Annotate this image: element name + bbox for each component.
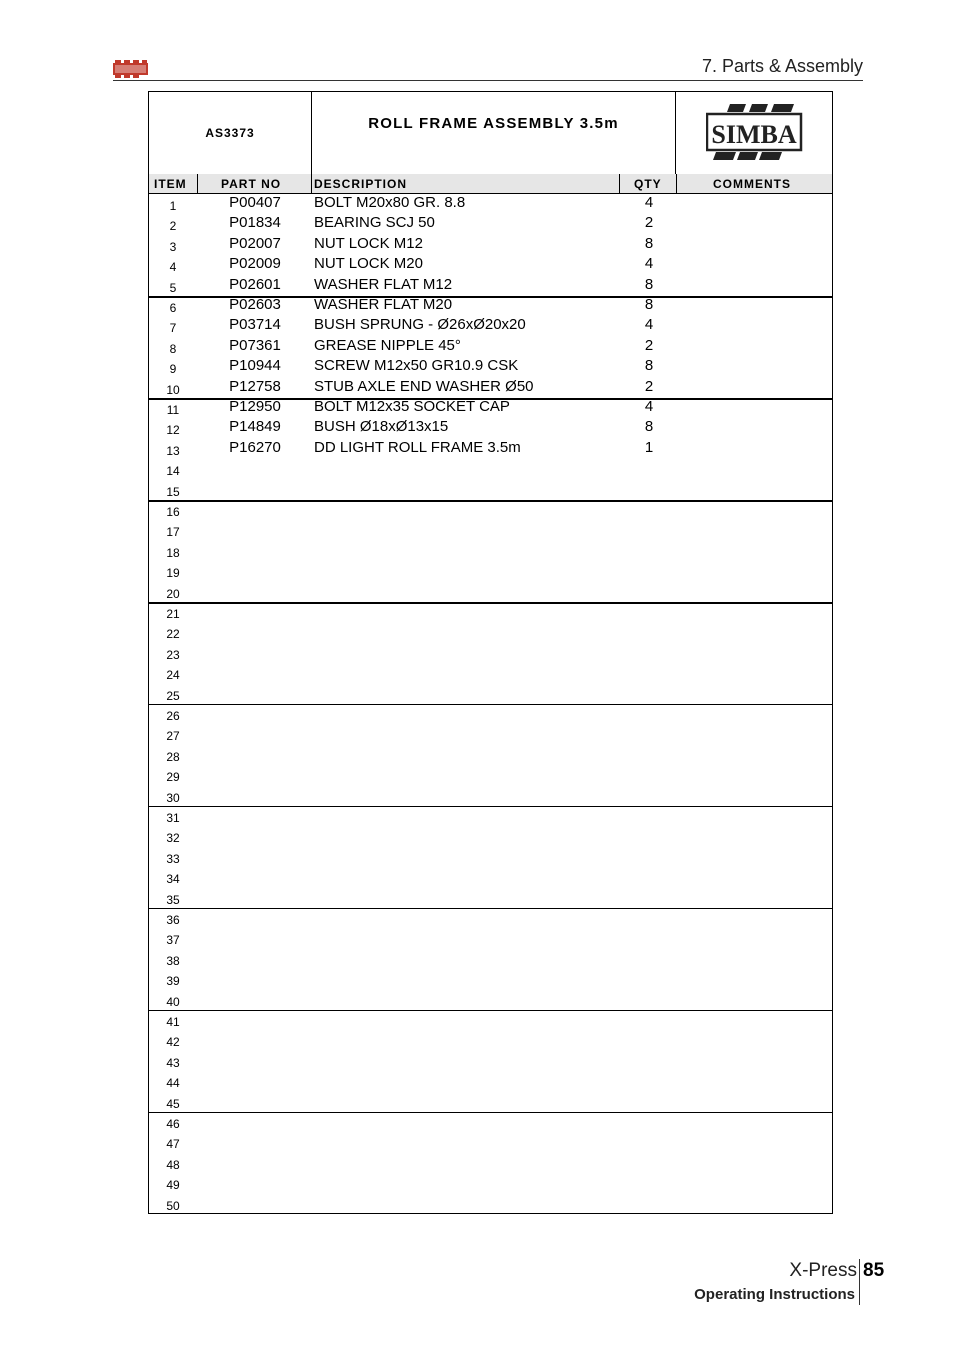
column-header-part-no: PART NO [221,177,282,191]
part-quantity: 4 [644,194,654,211]
table-row [149,969,832,989]
item-number: 38 [166,953,180,968]
part-description: GREASE NIPPLE 45° [314,336,461,354]
simba-brand-logo [677,92,832,174]
table-row [149,888,832,908]
item-number: 28 [166,749,180,764]
part-number: P02601 [229,275,281,293]
item-number: 24 [166,668,180,683]
table-row [149,1071,832,1091]
item-number: 23 [166,647,180,662]
table-row [149,337,832,357]
footer-product: X-Press [789,1260,857,1281]
table-row [149,602,832,622]
table-row [149,582,832,602]
item-number: 35 [166,892,180,907]
item-number: 20 [166,586,180,601]
table-row [149,643,832,663]
part-quantity: 1 [644,438,654,456]
part-description: BOLT M12x35 SOCKET CAP [314,398,510,415]
item-number: 30 [166,790,180,805]
table-row [149,765,832,785]
item-number: 29 [166,770,180,785]
part-quantity: 2 [644,377,654,395]
item-number: 18 [166,545,180,560]
part-description: BUSH Ø18xØ13x15 [314,418,449,436]
table-row [149,745,832,765]
part-quantity: 8 [644,357,654,375]
logo-text: SIMBA [710,120,797,149]
item-number: 42 [166,1035,180,1050]
item-number: 9 [169,362,177,377]
part-number: P00407 [229,194,281,211]
section-title: 7. Parts & Assembly [701,56,863,76]
table-row [149,1132,832,1152]
assembly-code: AS3373 [149,92,312,174]
item-number: 6 [169,301,177,315]
part-description: BOLT M20x80 GR. 8.8 [314,194,466,211]
part-number: P12758 [229,377,281,395]
table-row [149,520,832,540]
part-description: SCREW M12x50 GR10.9 CSK [314,357,519,375]
item-number: 10 [166,382,180,397]
table-row [149,908,832,928]
table-row [149,418,832,438]
table-row [149,235,832,255]
part-number: P02009 [229,255,281,273]
column-header-comments: COMMENTS [713,177,791,191]
item-number: 36 [166,913,180,927]
part-number: P07361 [229,336,281,354]
table-row [149,255,832,275]
table-row [149,1092,832,1112]
part-description: STUB AXLE END WASHER Ø50 [314,377,534,395]
item-number: 46 [166,1117,180,1131]
item-number: 4 [169,260,177,275]
part-number: P10944 [229,357,281,375]
table-row [149,214,832,234]
item-number: 7 [169,321,177,336]
footer-divider [859,1259,860,1305]
table-row [149,500,832,520]
item-number: 49 [166,1178,180,1193]
column-divider [311,174,312,193]
parts-list-sheet [148,91,833,1214]
part-quantity: 8 [644,234,654,252]
part-description: DD LIGHT ROLL FRAME 3.5m [314,438,521,456]
table-row [149,867,832,887]
page-number: 85 [863,1260,885,1281]
part-description: NUT LOCK M12 [314,234,423,252]
item-number: 33 [166,851,180,866]
simba-header-logo [113,60,148,78]
table-row [149,724,832,744]
item-number: 27 [166,729,180,744]
part-description: BUSH SPRUNG - Ø26xØ20x20 [314,316,526,334]
item-number: 25 [166,688,180,703]
table-row [149,622,832,642]
item-number: 21 [166,607,180,621]
part-number: P02603 [229,296,281,313]
table-row [149,663,832,683]
table-row [149,826,832,846]
table-row [149,1153,832,1173]
item-number: 39 [166,974,180,989]
table-row [149,704,832,724]
footer-subtitle: Operating Instructions [694,1286,855,1303]
part-description: BEARING SCJ 50 [314,214,435,232]
table-row [149,786,832,806]
column-header-item: ITEM [154,177,187,191]
part-description: WASHER FLAT M12 [314,275,453,293]
simba-logo-icon [113,60,148,78]
column-divider [619,174,620,193]
item-number: 2 [169,219,177,234]
simba-logo-icon [706,102,804,164]
item-number: 32 [166,831,180,846]
item-number: 48 [166,1157,180,1172]
table-row [149,194,832,214]
item-number: 3 [169,239,177,254]
item-number: 44 [166,1076,180,1091]
item-number: 40 [166,994,180,1009]
part-description: NUT LOCK M20 [314,255,423,273]
table-row [149,847,832,867]
item-number: 19 [166,566,180,581]
item-number: 47 [166,1137,180,1152]
item-number: 22 [166,627,180,642]
part-quantity: 2 [644,214,654,232]
item-number: 1 [169,199,177,213]
item-number: 50 [166,1198,180,1213]
table-row [149,684,832,704]
part-number: P01834 [229,214,281,232]
table-row [149,1194,832,1214]
table-row [149,459,832,479]
table-row [149,990,832,1010]
table-row [149,1051,832,1071]
part-number: P12950 [229,398,281,415]
item-number: 11 [166,403,180,417]
table-row [149,561,832,581]
table-row [149,928,832,948]
table-row [149,541,832,561]
table-row [149,357,832,377]
table-row [149,1112,832,1132]
table-row [149,1010,832,1030]
column-header-row [149,174,832,194]
assembly-title-row [149,92,832,175]
part-quantity: 8 [644,418,654,436]
item-number: 17 [166,525,180,540]
table-row [149,378,832,398]
table-row [149,1173,832,1193]
part-quantity: 8 [644,296,654,313]
table-row [149,949,832,969]
item-number: 37 [166,933,180,948]
column-header-description: DESCRIPTION [314,177,408,191]
item-number: 15 [166,484,180,499]
assembly-title: ROLL FRAME ASSEMBLY 3.5m [312,92,676,174]
table-row [149,480,832,500]
column-header-qty: QTY [634,177,662,191]
item-number: 26 [166,709,180,723]
item-number: 12 [166,423,180,438]
part-number: P03714 [229,316,281,334]
item-number: 31 [166,811,180,825]
table-row [149,276,832,296]
table-row [149,1030,832,1050]
item-number: 16 [166,505,180,519]
part-quantity: 8 [644,275,654,293]
part-quantity: 4 [644,255,654,273]
table-row [149,398,832,418]
column-divider [197,174,198,193]
item-number: 14 [166,464,180,479]
column-divider [676,174,677,193]
part-number: P14849 [229,418,281,436]
part-quantity: 2 [644,336,654,354]
table-row [149,439,832,459]
part-description: WASHER FLAT M20 [314,296,453,313]
part-quantity: 4 [644,398,654,415]
item-number: 5 [169,280,177,295]
header-divider [113,80,863,81]
table-row [149,296,832,316]
item-number: 13 [166,443,180,458]
table-row [149,316,832,336]
part-number: P02007 [229,234,281,252]
item-number: 34 [166,872,180,887]
item-number: 41 [166,1015,180,1029]
item-number: 45 [166,1096,180,1111]
item-number: 43 [166,1055,180,1070]
item-number: 8 [169,341,177,356]
part-quantity: 4 [644,316,654,334]
table-row [149,806,832,826]
part-number: P16270 [229,438,281,456]
